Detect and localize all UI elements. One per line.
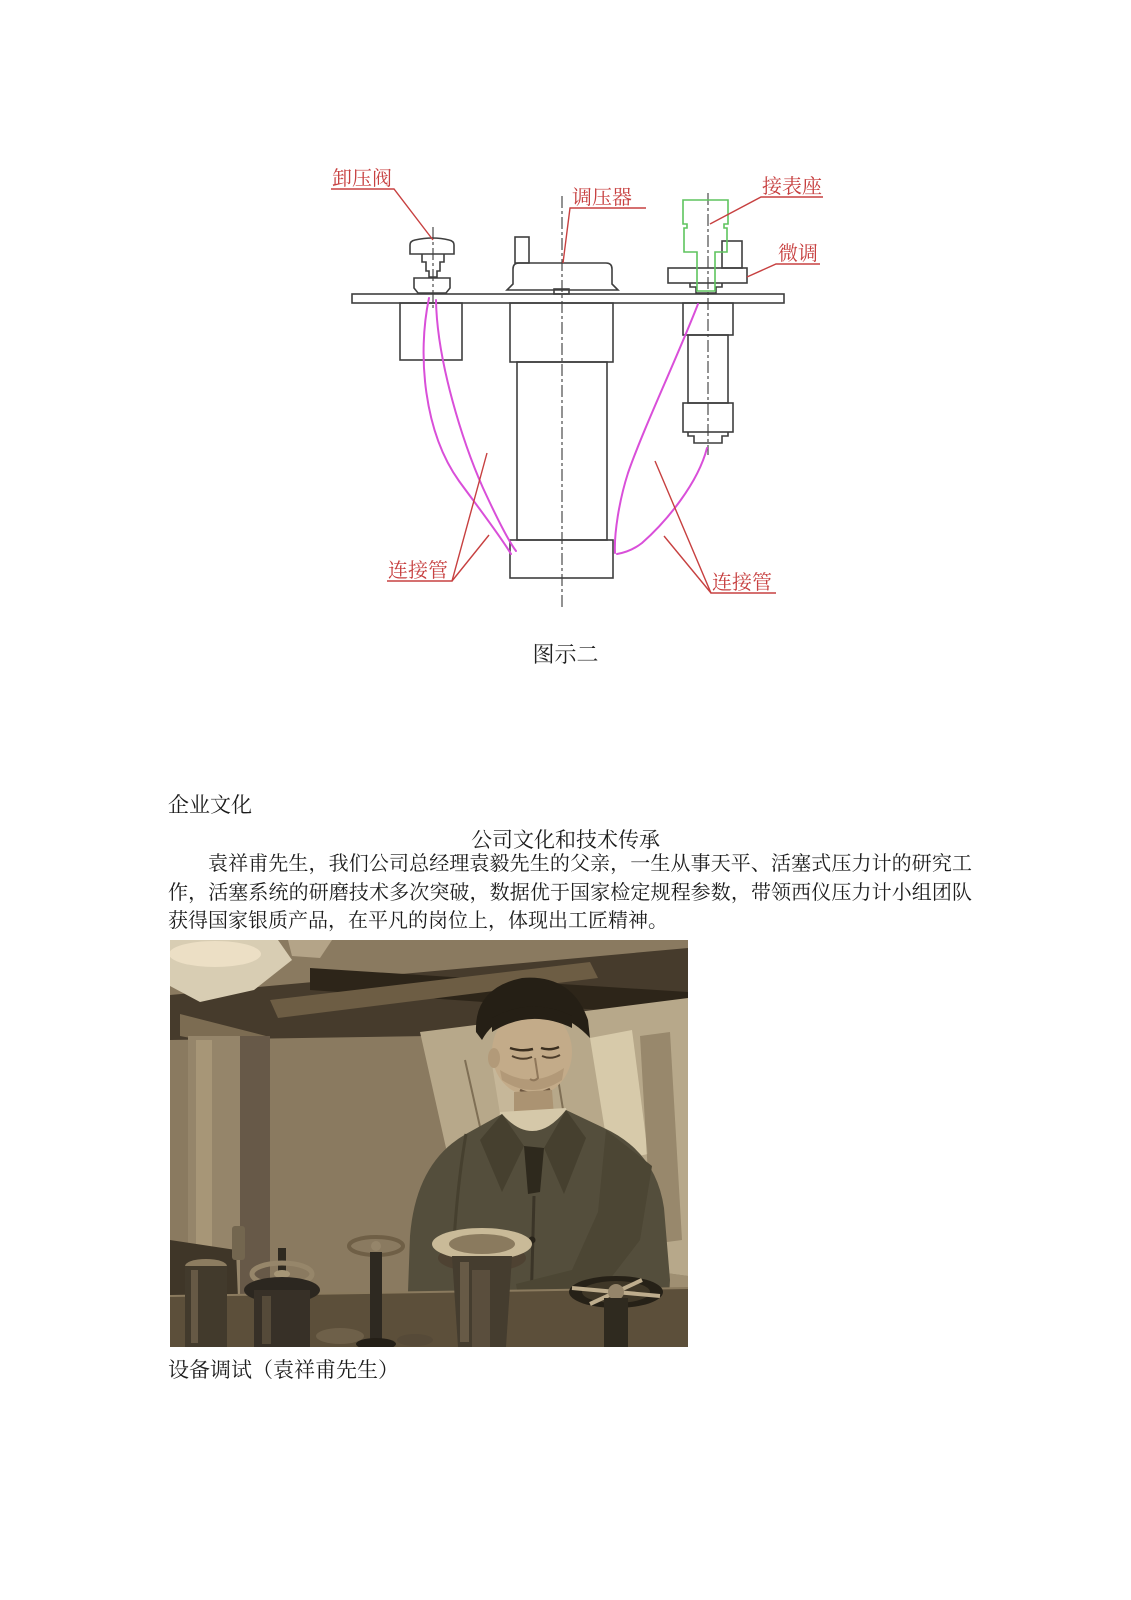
- left-under-block: [400, 303, 462, 360]
- man-ear: [488, 1048, 500, 1068]
- photo-caption: 设备调试（袁祥甫先生）: [168, 1358, 399, 1382]
- annotation-lines: [331, 189, 823, 593]
- section-title: 公司文化和技术传承: [471, 828, 660, 852]
- label-pressure-regulator: 调压器: [572, 187, 632, 209]
- body-paragraph: 袁祥甫先生，我们公司总经理袁毅先生的父亲，一生从事天平、活塞式压力计的研究工作，活塞系统的研磨技术多次突破，数据优于国家检定规程参数，带领西仪压力计小组团队获得国家银质产品，在平凡的岗位上，体现出工匠精神。: [168, 853, 972, 932]
- pipe-left-outer: [424, 298, 511, 554]
- diagram-outlines: [352, 237, 784, 578]
- connecting-pipes: [424, 298, 707, 554]
- diagram-centerlines: [433, 193, 708, 607]
- regulator-knob: [515, 237, 529, 263]
- pipe-right-outer: [615, 304, 698, 553]
- pipe-left-inner: [436, 300, 516, 551]
- section-heading: 企业文化: [168, 793, 252, 817]
- workshop-photo-art: [170, 940, 688, 1347]
- pressure-gauge-diagram: [320, 150, 830, 630]
- label-connecting-pipe-right: 连接管: [712, 572, 772, 594]
- label-relief-valve: 卸压阀: [332, 168, 392, 190]
- figure-caption: 图示二: [532, 642, 599, 667]
- relief-valve-base: [414, 278, 450, 293]
- relief-valve-cap: [410, 238, 454, 254]
- label-connecting-pipe-left: 连接管: [388, 560, 448, 582]
- mounting-plate: [352, 294, 784, 303]
- label-fine-adjust: 微调: [778, 243, 818, 265]
- fine-adjust-knob: [722, 241, 742, 268]
- workshop-photo: [170, 940, 688, 1347]
- label-gauge-seat: 接表座: [762, 176, 822, 198]
